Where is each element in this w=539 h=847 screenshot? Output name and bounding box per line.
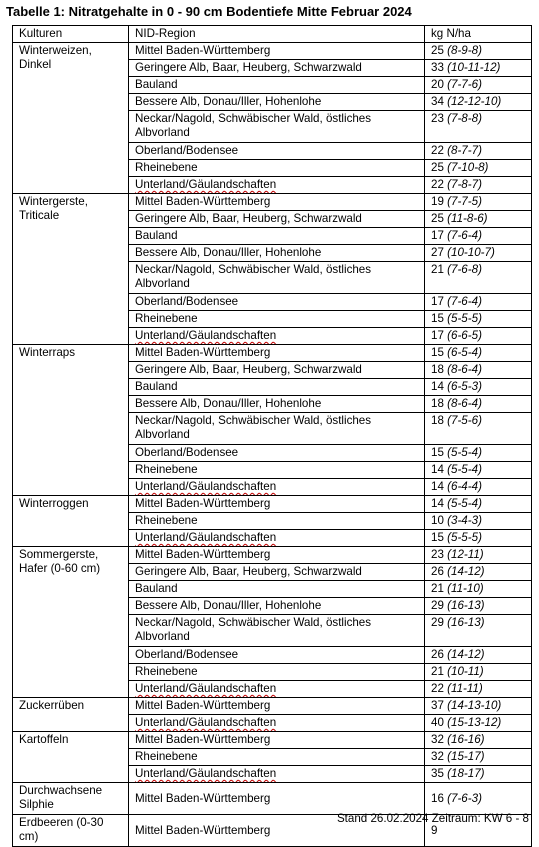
region-label: Rheinebene xyxy=(135,463,198,476)
nitrate-value: 25 xyxy=(431,44,444,57)
region-cell xyxy=(129,262,425,294)
layer-values: (7-6-4) xyxy=(447,229,482,242)
nitrate-value: 21 xyxy=(431,665,444,678)
nitrate-value: 18 xyxy=(431,414,444,427)
culture-cell: Sommergerste, Hafer (0-60 cm) xyxy=(13,547,129,698)
header-row xyxy=(13,26,532,43)
nitrate-value: 15 xyxy=(431,312,444,325)
region-label: Bauland xyxy=(135,229,178,242)
nitrate-value: 22 xyxy=(431,144,444,157)
region-label: Unterland/Gäulandschaften xyxy=(135,480,277,493)
nitrate-value: 15 xyxy=(431,531,444,544)
value-cell xyxy=(425,445,532,462)
culture-cell: Erdbeeren (0-30 cm) xyxy=(13,815,129,847)
layer-values: (6-5-4) xyxy=(447,346,482,359)
value-cell xyxy=(425,362,532,379)
layer-values: (6-5-3) xyxy=(447,380,482,393)
layer-values: (7-7-6) xyxy=(447,78,482,91)
region-label: Unterland/Gäulandschaften xyxy=(135,178,277,191)
region-cell xyxy=(129,766,425,783)
nitrate-value: 35 xyxy=(431,767,444,780)
header-value: kg N/ha xyxy=(425,26,532,43)
layer-values: (8-9-8) xyxy=(447,44,482,57)
region-cell xyxy=(129,479,425,496)
region-label: Neckar/Nagold, Schwäbischer Wald, östliches Albvorland xyxy=(135,616,372,643)
value-cell xyxy=(425,160,532,177)
region-cell xyxy=(129,111,425,143)
region-cell xyxy=(129,143,425,160)
layer-values: (8-6-4) xyxy=(447,397,482,410)
layer-values: (8-7-7) xyxy=(447,144,482,157)
nitrate-value: 9 xyxy=(431,823,438,837)
value-cell xyxy=(425,194,532,211)
region-label: Bessere Alb, Donau/Iller, Hohenlohe xyxy=(135,599,322,612)
value-cell xyxy=(425,479,532,496)
header-region: NID-Region xyxy=(129,26,425,43)
value-cell xyxy=(425,294,532,311)
region-cell xyxy=(129,160,425,177)
region-label: Mittel Baden-Württemberg xyxy=(135,346,271,359)
region-label: Mittel Baden-Württemberg xyxy=(135,44,271,57)
value-cell xyxy=(425,615,532,647)
region-label: Oberland/Bodensee xyxy=(135,446,239,459)
region-label: Geringere Alb, Baar, Heuberg, Schwarzwald xyxy=(135,212,362,225)
layer-values: (7-6-3) xyxy=(447,791,482,805)
region-label: Bauland xyxy=(135,380,178,393)
region-label: Bauland xyxy=(135,582,178,595)
value-cell xyxy=(425,598,532,615)
region-label: Rheinebene xyxy=(135,750,198,763)
region-cell xyxy=(129,245,425,262)
layer-values: (16-13) xyxy=(447,616,485,629)
value-cell xyxy=(425,396,532,413)
nitrate-value: 29 xyxy=(431,599,444,612)
table-row xyxy=(13,783,532,815)
layer-values: (11-10) xyxy=(447,582,484,595)
value-cell xyxy=(425,143,532,160)
region-cell xyxy=(129,547,425,564)
region-cell xyxy=(129,749,425,766)
table-row xyxy=(13,547,532,564)
nitrate-value: 40 xyxy=(431,716,444,729)
region-label: Unterland/Gäulandschaften xyxy=(135,767,277,780)
region-cell xyxy=(129,530,425,547)
region-cell xyxy=(129,783,425,815)
value-cell xyxy=(425,111,532,143)
footer-note: Stand 26.02.2024 Zeitraum: KW 6 - 8 xyxy=(336,812,529,825)
value-cell xyxy=(425,530,532,547)
region-cell xyxy=(129,664,425,681)
region-label: Geringere Alb, Baar, Heuberg, Schwarzwald xyxy=(135,565,362,578)
region-cell xyxy=(129,445,425,462)
value-cell xyxy=(425,245,532,262)
region-label: Mittel Baden-Württemberg xyxy=(135,823,271,837)
culture-cell: Durchwachsene Silphie xyxy=(13,783,129,815)
nitrate-value: 32 xyxy=(431,750,444,763)
nitrate-value: 27 xyxy=(431,246,444,259)
layer-values: (7-8-8) xyxy=(447,112,482,125)
nitrate-value: 32 xyxy=(431,733,444,746)
region-label: Unterland/Gäulandschaften xyxy=(135,329,277,342)
region-label: Rheinebene xyxy=(135,665,198,678)
layer-values: (8-6-4) xyxy=(447,363,482,376)
region-label: Unterland/Gäulandschaften xyxy=(135,682,277,695)
region-cell xyxy=(129,362,425,379)
nitrate-value: 14 xyxy=(431,480,444,493)
layer-values: (7-5-6) xyxy=(447,414,482,427)
region-label: Oberland/Bodensee xyxy=(135,144,239,157)
region-cell xyxy=(129,211,425,228)
value-cell xyxy=(425,228,532,245)
layer-values: (5-5-4) xyxy=(447,463,482,476)
region-cell xyxy=(129,647,425,664)
value-cell xyxy=(425,60,532,77)
value-cell xyxy=(425,664,532,681)
region-label: Oberland/Bodensee xyxy=(135,295,239,308)
value-cell xyxy=(425,328,532,345)
region-cell xyxy=(129,413,425,445)
region-cell xyxy=(129,513,425,530)
nitrate-value: 25 xyxy=(431,161,444,174)
region-label: Mittel Baden-Württemberg xyxy=(135,548,271,561)
layer-values: (15-17) xyxy=(447,750,485,763)
region-cell xyxy=(129,496,425,513)
region-label: Mittel Baden-Württemberg xyxy=(135,699,271,712)
header-culture: Kulturen xyxy=(13,26,129,43)
layer-values: (14-12) xyxy=(447,648,485,661)
layer-values: (7-6-8) xyxy=(447,263,482,276)
nitrate-value: 17 xyxy=(431,329,444,342)
region-cell xyxy=(129,177,425,194)
table-row xyxy=(13,496,532,513)
region-cell xyxy=(129,732,425,749)
value-cell xyxy=(425,698,532,715)
region-cell xyxy=(129,228,425,245)
region-cell xyxy=(129,581,425,598)
region-cell xyxy=(129,396,425,413)
region-label: Bessere Alb, Donau/Iller, Hohenlohe xyxy=(135,397,322,410)
nitrate-value: 15 xyxy=(431,446,444,459)
value-cell xyxy=(425,766,532,783)
region-cell xyxy=(129,564,425,581)
layer-values: (11-8-6) xyxy=(447,212,488,225)
region-label: Neckar/Nagold, Schwäbischer Wald, östliches Albvorland xyxy=(135,263,372,290)
layer-values: (5-5-5) xyxy=(447,531,482,544)
region-cell xyxy=(129,379,425,396)
region-cell xyxy=(129,698,425,715)
nitrate-value: 33 xyxy=(431,61,444,74)
nitrate-value: 20 xyxy=(431,78,444,91)
region-cell xyxy=(129,194,425,211)
table-row xyxy=(13,194,532,211)
layer-values: (5-5-4) xyxy=(447,446,482,459)
layer-values: (11-11) xyxy=(447,682,483,695)
nitrate-value: 15 xyxy=(431,346,444,359)
region-label: Mittel Baden-Württemberg xyxy=(135,791,271,805)
region-label: Geringere Alb, Baar, Heuberg, Schwarzwald xyxy=(135,61,362,74)
layer-values: (16-13) xyxy=(447,599,485,612)
nitrate-value: 18 xyxy=(431,363,444,376)
nitrate-value: 23 xyxy=(431,548,444,561)
layer-values: (15-13-12) xyxy=(447,716,502,729)
layer-values: (10-11) xyxy=(447,665,484,678)
region-label: Geringere Alb, Baar, Heuberg, Schwarzwald xyxy=(135,363,362,376)
value-cell xyxy=(425,647,532,664)
region-cell xyxy=(129,60,425,77)
value-cell xyxy=(425,732,532,749)
region-cell xyxy=(129,311,425,328)
layer-values: (7-7-5) xyxy=(447,195,482,208)
region-cell xyxy=(129,43,425,60)
value-cell xyxy=(425,496,532,513)
region-cell xyxy=(129,681,425,698)
value-cell xyxy=(425,43,532,60)
region-cell xyxy=(129,598,425,615)
nitrate-value: 23 xyxy=(431,112,444,125)
culture-cell: Winterroggen xyxy=(13,496,129,547)
value-cell xyxy=(425,94,532,111)
culture-cell: Kartoffeln xyxy=(13,732,129,783)
region-label: Bauland xyxy=(135,78,178,91)
value-cell xyxy=(425,345,532,362)
nitrate-value: 21 xyxy=(431,263,444,276)
region-label: Mittel Baden-Württemberg xyxy=(135,497,271,510)
nitrate-value: 22 xyxy=(431,178,444,191)
value-cell xyxy=(425,681,532,698)
nitrate-value: 17 xyxy=(431,229,444,242)
table-row xyxy=(13,43,532,60)
layer-values: (14-12) xyxy=(447,565,485,578)
region-label: Mittel Baden-Württemberg xyxy=(135,195,271,208)
value-cell xyxy=(425,547,532,564)
region-label: Oberland/Bodensee xyxy=(135,648,239,661)
nitrate-value: 10 xyxy=(431,514,444,527)
nitrate-value: 16 xyxy=(431,791,444,805)
layer-values: (7-10-8) xyxy=(447,161,489,174)
value-cell xyxy=(425,177,532,194)
nitrate-value: 22 xyxy=(431,682,444,695)
table-row xyxy=(13,732,532,749)
value-cell xyxy=(425,513,532,530)
region-cell xyxy=(129,615,425,647)
region-label: Bessere Alb, Donau/Iller, Hohenlohe xyxy=(135,246,322,259)
nitrate-value: 14 xyxy=(431,497,444,510)
layer-values: (12-12-10) xyxy=(447,95,502,108)
layer-values: (18-17) xyxy=(447,767,485,780)
region-cell xyxy=(129,345,425,362)
region-label: Rheinebene xyxy=(135,312,198,325)
culture-cell: Wintergerste, Triticale xyxy=(13,194,129,345)
nitrate-value: 14 xyxy=(431,380,444,393)
region-cell xyxy=(129,294,425,311)
table-row xyxy=(13,698,532,715)
value-cell xyxy=(425,413,532,445)
nitrate-value: 25 xyxy=(431,212,444,225)
nitrate-table xyxy=(12,25,532,847)
nitrate-value: 21 xyxy=(431,582,444,595)
table-title: Tabelle 1: Nitratgehalte in 0 - 90 cm Bodentiefe Mitte Februar 2024 xyxy=(6,4,412,19)
value-cell xyxy=(425,581,532,598)
layer-values: (10-11-12) xyxy=(447,61,501,74)
region-label: Neckar/Nagold, Schwäbischer Wald, östliches Albvorland xyxy=(135,112,372,139)
region-label: Unterland/Gäulandschaften xyxy=(135,531,277,544)
region-label: Unterland/Gäulandschaften xyxy=(135,716,277,729)
value-cell xyxy=(425,564,532,581)
value-cell xyxy=(425,211,532,228)
value-cell xyxy=(425,783,532,815)
nitrate-value: 19 xyxy=(431,195,444,208)
region-label: Rheinebene xyxy=(135,161,198,174)
region-label: Bessere Alb, Donau/Iller, Hohenlohe xyxy=(135,95,322,108)
region-label: Rheinebene xyxy=(135,514,198,527)
layer-values: (7-6-4) xyxy=(447,295,482,308)
layer-values: (12-11) xyxy=(447,548,484,561)
value-cell xyxy=(425,311,532,328)
value-cell xyxy=(425,77,532,94)
region-cell xyxy=(129,715,425,732)
region-label: Mittel Baden-Württemberg xyxy=(135,733,271,746)
value-cell xyxy=(425,379,532,396)
nitrate-value: 14 xyxy=(431,463,444,476)
region-cell xyxy=(129,462,425,479)
region-label: Neckar/Nagold, Schwäbischer Wald, östliches Albvorland xyxy=(135,414,372,441)
layer-values: (14-13-10) xyxy=(447,699,502,712)
culture-cell: Winterweizen, Dinkel xyxy=(13,43,129,194)
value-cell xyxy=(425,715,532,732)
layer-values: (16-16) xyxy=(447,733,485,746)
culture-cell: Zuckerrüben xyxy=(13,698,129,732)
nitrate-value: 17 xyxy=(431,295,444,308)
culture-cell: Winterraps xyxy=(13,345,129,496)
value-cell xyxy=(425,749,532,766)
table-row xyxy=(13,345,532,362)
region-cell xyxy=(129,77,425,94)
region-cell xyxy=(129,94,425,111)
layer-values: (6-4-4) xyxy=(447,480,482,493)
layer-values: (3-4-3) xyxy=(447,514,482,527)
nitrate-value: 29 xyxy=(431,616,444,629)
value-cell xyxy=(425,262,532,294)
layer-values: (5-5-4) xyxy=(447,497,482,510)
region-cell xyxy=(129,328,425,345)
nitrate-value: 37 xyxy=(431,699,444,712)
layer-values: (6-6-5) xyxy=(447,329,482,342)
nitrate-value: 18 xyxy=(431,397,444,410)
nitrate-value: 26 xyxy=(431,565,444,578)
nitrate-value: 34 xyxy=(431,95,444,108)
layer-values: (5-5-5) xyxy=(447,312,482,325)
nitrate-value: 26 xyxy=(431,648,444,661)
value-cell xyxy=(425,462,532,479)
layer-values: (10-10-7) xyxy=(447,246,495,259)
layer-values: (7-8-7) xyxy=(447,178,482,191)
